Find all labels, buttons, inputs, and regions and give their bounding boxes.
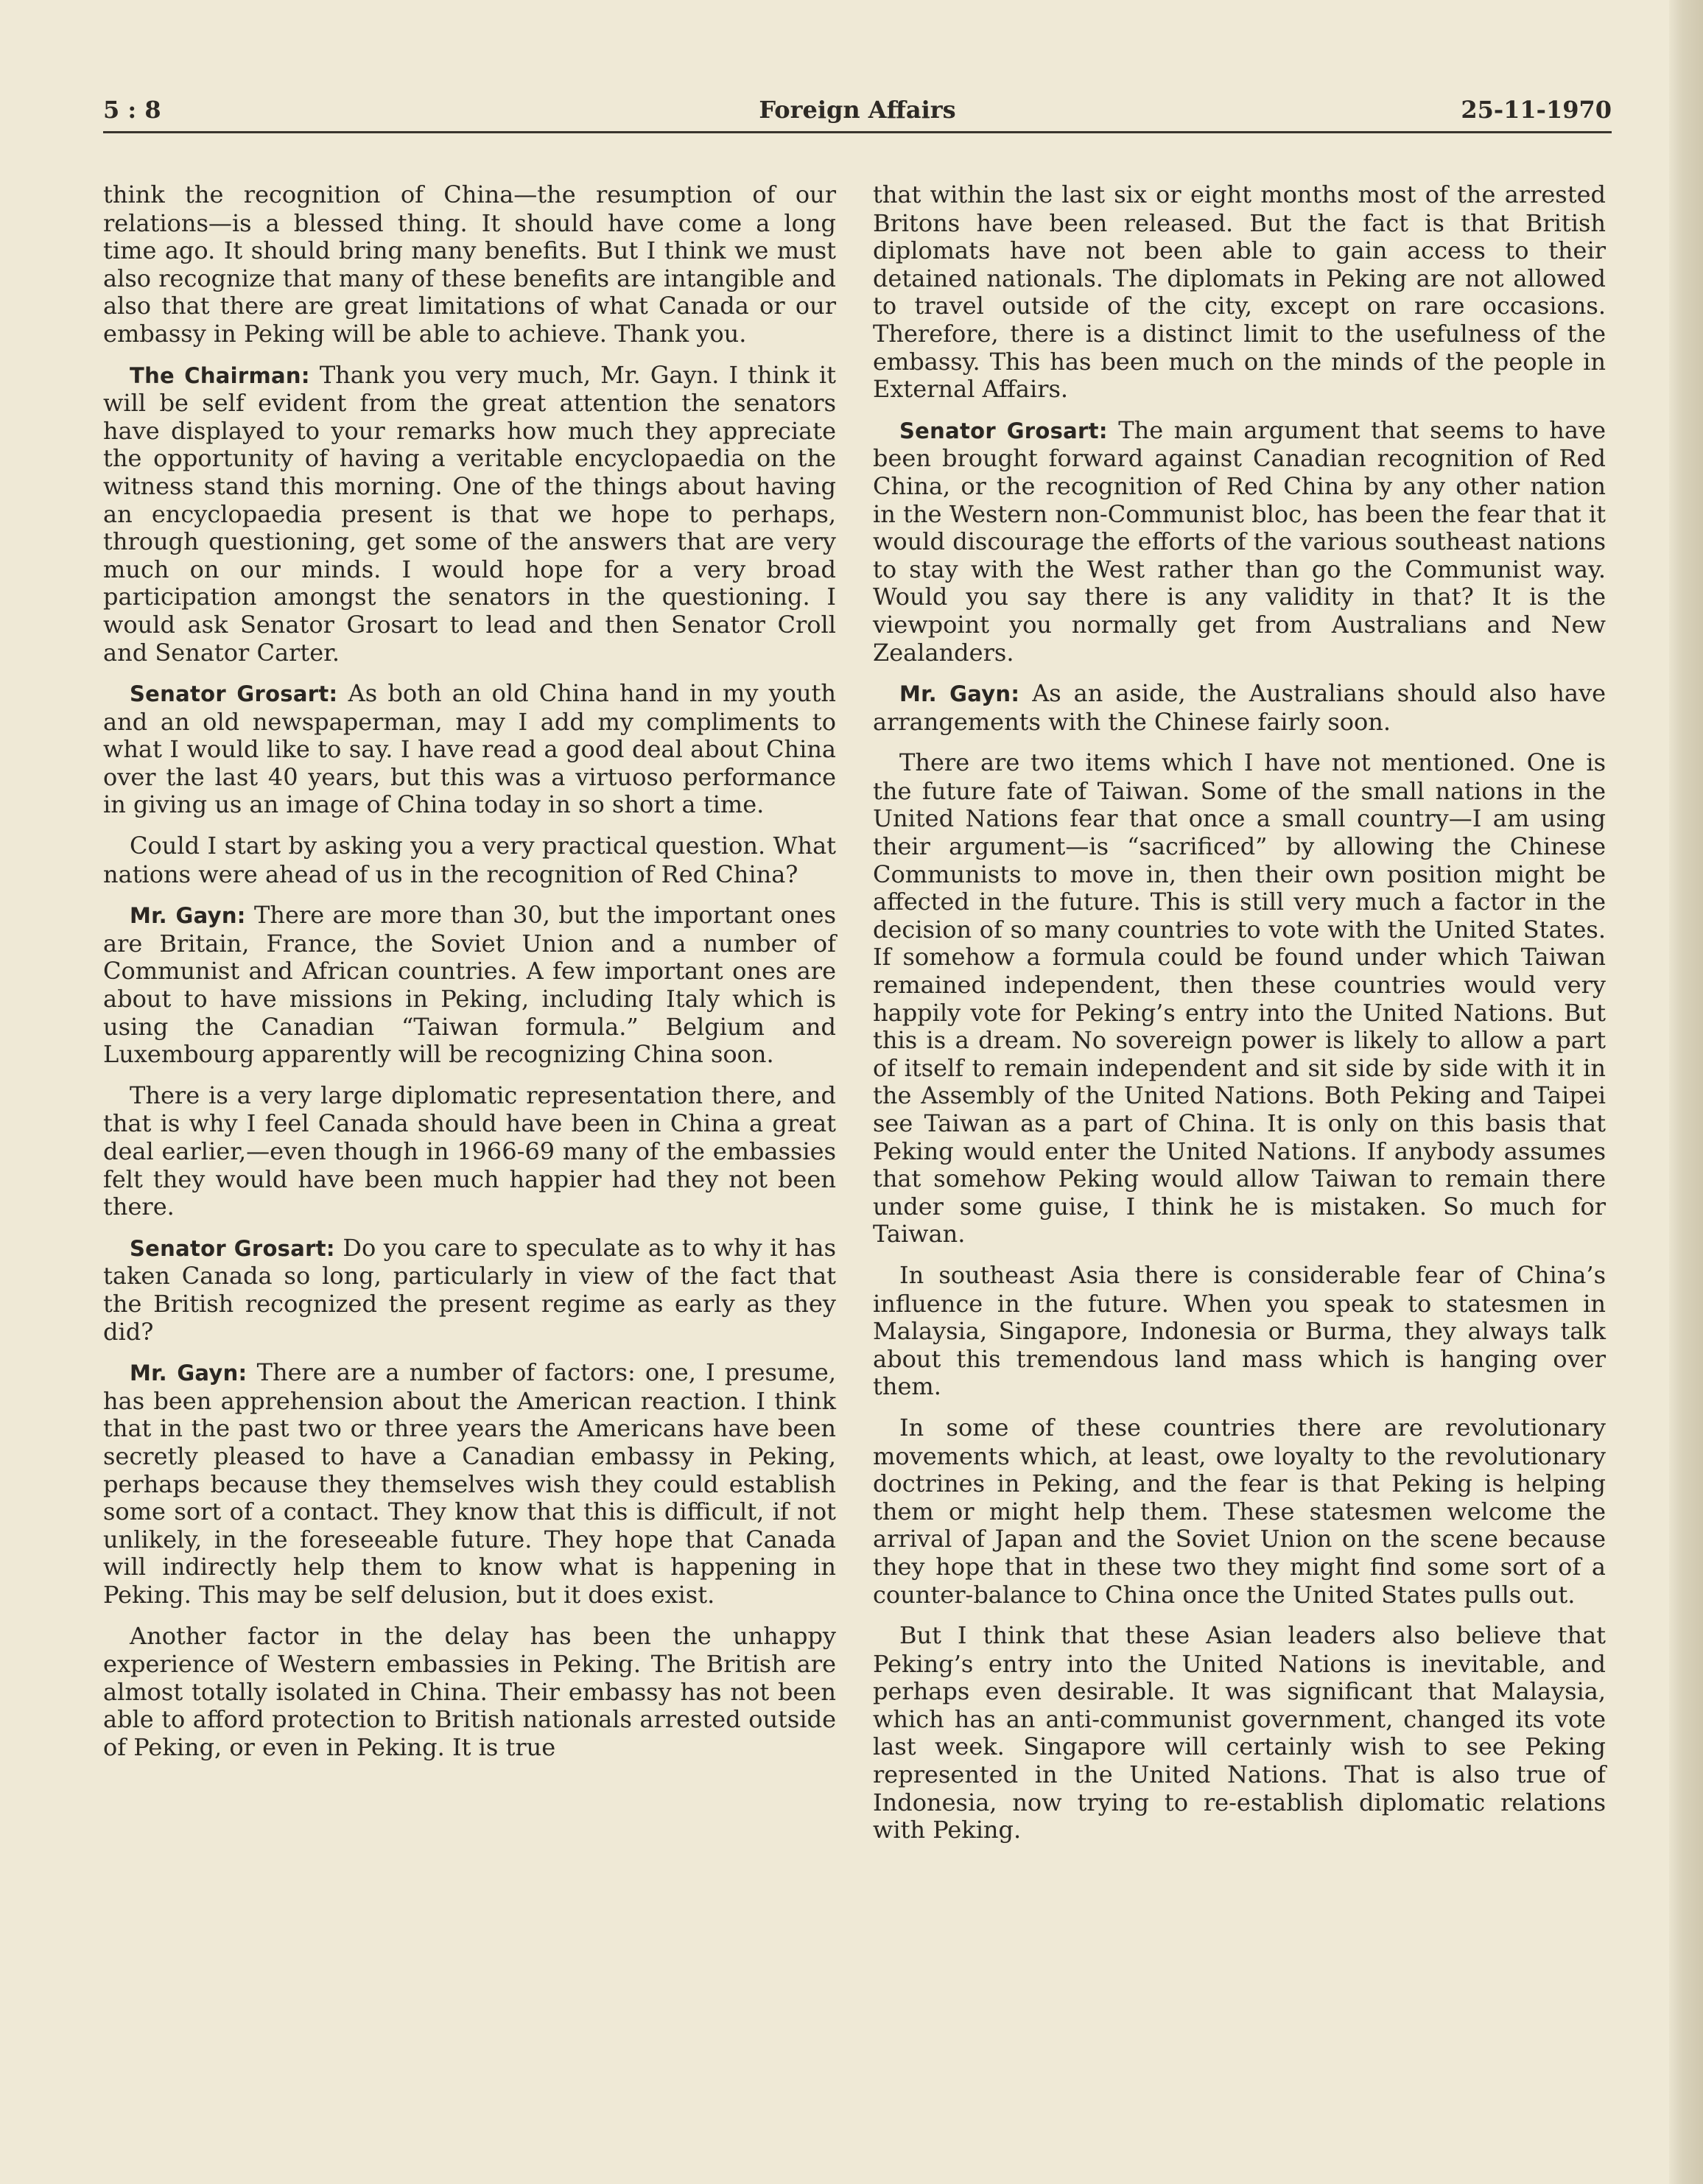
paragraph-text: In southeast Asia there is considerable fear of China’s influence in the future. When you speak to statesmen in Malaysia, Singapore, Indonesia or Burma, they always talk about this tremendous land mass which is hanging over them. (873, 1260, 1606, 1401)
paragraph-text: Could I start by asking you a very practical question. What nations were ahead of us in the recognition of Red China? (103, 832, 836, 888)
issue-date: 25-11-1970 (1461, 96, 1612, 124)
paragraph-text: think the recognition of China—the resumption of our relations—is a blessed thing. It should have come a long time ago. It should bring many benefits. But I think we must also recognize that many of these benefits are intangible and also that there are great limitations of what Canada or our embassy in Peking will be able to achieve. Thank you. (103, 180, 836, 348)
paragraph-text: There is a very large diplomatic representation there, and that is why I feel Canada should have been in China a great deal earlier,—even though in 1966-69 many of the embassies felt they would have been much happier had they not been there. (103, 1081, 836, 1221)
paragraph-text: There are a number of factors: one, I presume, has been apprehension about the American reaction. I think that in the past two or three years the Americans have been secretly pleased to have a Canadian embassy in Peking, perhaps because they themselves wish they could establish some sort of a contact. They know that this is difficult, if not unlikely, in the foreseeable future. They hope that Canada will indirectly help them to know what is happening in Peking. This may be self delusion, but it does exist. (103, 1358, 837, 1609)
paragraph (103, 362, 836, 667)
paragraph-text: The main argument that seems to have been brought forward against Canadian recognition of Red China, or the recognition of Red China by any other nation in the Western non-Communist bloc, has been the fear that it would discourage the efforts of the various southeast nations to stay with the West rather than go the Communist way. Would you say there is any validity in that? It is the viewpoint you normally get from Australians and New Zealanders. (873, 415, 1606, 667)
running-header (103, 96, 1612, 133)
page-number: 5 : 8 (103, 96, 161, 124)
paragraph-text: Another factor in the delay has been the unhappy experience of Western embassies in Peking. The British are almost totally isolated in China. Their embassy has not been able to afford protection to British nationals arrested outside of Peking, or even in Peking. It is true (103, 1621, 836, 1761)
speaker-label: Senator Grosart: (899, 418, 1108, 443)
paragraph-text: Do you care to speculate as to why it has taken Canada so long, particularly in view of the fact that the British recognized the present regime as early as they did? (103, 1233, 837, 1346)
paragraph (873, 680, 1606, 736)
paragraph-text: As both an old China hand in my youth and an old newspaperman, may I add my compliments to what I would like to say. I have read a good deal about China over the last 40 years, but this was a virtuoso performance in giving us an image of China today in so short a time. (103, 679, 837, 819)
speaker-label: Mr. Gayn: (130, 1360, 247, 1386)
paragraph (103, 1359, 836, 1609)
paragraph (873, 1414, 1606, 1609)
speaker-label: Senator Grosart: (130, 681, 338, 707)
speaker-label: The Chairman: (130, 362, 310, 388)
paragraph (103, 1082, 836, 1221)
speaker-label: Mr. Gayn: (899, 681, 1020, 707)
speaker-label: Mr. Gayn: (130, 903, 246, 929)
header-rule (103, 131, 1612, 133)
paragraph-text: that within the last six or eight months most of the arrested Britons have been released. But the fact is that British diplomats have not been able to gain access to their detained nationals. The diplomats in Peking are not allowed to travel outside of the city, except on rare occasions. Therefore, there is a distinct limit to the usefulness of the embassy. This has been much on the minds of the people in External Affairs. (873, 180, 1606, 404)
paragraph-text: Thank you very much, Mr. Gayn. I think it will be self evident from the great attention the senators have displayed to your remarks how much they appreciate the opportunity of having a veritable encyclopaedia on the witness stand this morning. One of the things about having an encyclopaedia present is that we hope to perhaps, through questioning, get some of the answers that are very much on our minds. I would hope for a very broad participation amongst the senators in the questioning. I would ask Senator Grosart to lead and then Senator Croll and Senator Carter. (103, 360, 837, 667)
paragraph (103, 181, 836, 348)
paragraph (103, 1235, 836, 1346)
paragraph (873, 749, 1606, 1249)
publication-title: Foreign Affairs (759, 96, 956, 124)
paragraph (873, 1262, 1606, 1401)
paragraph (103, 902, 836, 1069)
paragraph-text: As an aside, the Australians should also have arrangements with the Chinese fairly soon. (873, 679, 1607, 736)
right-column (873, 181, 1606, 1858)
paragraph-text: In some of these countries there are revolutionary movements which, at least, owe loyalty to the revolutionary doctrines in Peking, and the fear is that Peking is helping them or might help them. These statesmen welcome the arrival of Japan and the Soviet Union on the scene because they hope that in these two they might find some sort of a counter-balance to China once the United States pulls out. (873, 1413, 1606, 1609)
left-column (103, 181, 836, 1774)
paragraph (873, 1622, 1606, 1844)
paragraph (103, 1623, 836, 1762)
paragraph-text: There are two items which I have not mentioned. One is the future fate of Taiwan. Some of the small nations in the United Nations fear that once a small country—I am using their argument—is “sacrificed” by allowing the Chinese Communists to move in, then their own position might be affected in the future. This is still very much a factor in the decision of so many countries to vote with the United States. If somehow a formula could be found under which Taiwan remained independent, then these countries would very happily vote for Peking’s entry into the United Nations. But this is a dream. No sovereign power is likely to allow a part of itself to remain independent and sit side by side with it in the Assembly of the United Nations. Both Peking and Taipei see Taiwan as a part of China. It is only on this basis that Peking would enter the United Nations. If anybody assumes that somehow Peking would allow Taiwan to remain there under some guise, I think he is mistaken. So much for Taiwan. (873, 748, 1606, 1249)
speaker-label: Senator Grosart: (130, 1235, 335, 1261)
page-edge-shadow (1669, 0, 1703, 2184)
paragraph (873, 181, 1606, 404)
paragraph-text: There are more than 30, but the important ones are Britain, France, the Soviet Union and a number of Communist and African countries. A few important ones are about to have missions in Peking, including Italy which is using the Canadian “Taiwan formula.” Belgium and Luxembourg apparently will be recognizing China soon. (103, 901, 836, 1069)
paragraph (103, 832, 836, 888)
paragraph-text: But I think that these Asian leaders also believe that Peking’s entry into the United Nations is inevitable, and perhaps even desirable. It was significant that Malaysia, which has an anti-communist government, changed its vote last week. Singapore will certainly wish to see Peking represented in the United Nations. That is also true of Indonesia, now trying to re-establish diplomatic relations with Peking. (873, 1621, 1606, 1844)
paragraph (103, 680, 836, 819)
paragraph (873, 417, 1606, 667)
